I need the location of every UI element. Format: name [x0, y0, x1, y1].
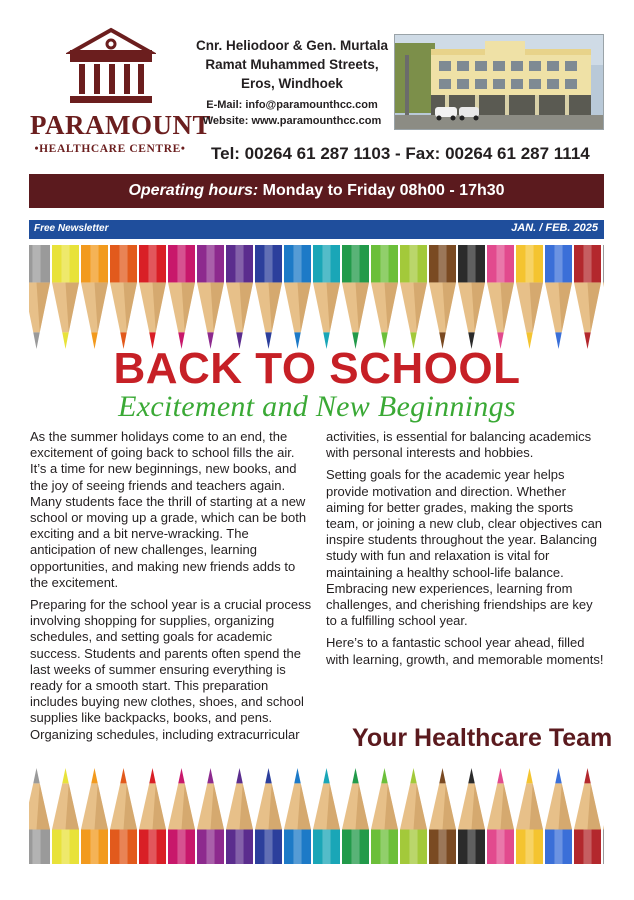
pencil-icon — [574, 768, 601, 864]
logo-subtitle: •HEALTHCARE CENTRE• — [34, 143, 186, 155]
pencil-icon — [168, 245, 195, 349]
pencil-icon — [516, 768, 543, 864]
pencil-icon — [342, 245, 369, 349]
pencil-icon — [458, 245, 485, 349]
pencil-icon — [429, 768, 456, 864]
pencil-icon — [545, 245, 572, 349]
pencil-icon — [603, 245, 604, 349]
pencil-row-graphic — [29, 245, 604, 349]
pencil-icon — [313, 768, 340, 864]
operating-hours-banner — [29, 174, 604, 208]
pencil-icon — [81, 768, 108, 864]
address-line-3: Eros, Windhoek — [241, 76, 343, 91]
website-link[interactable]: Website: www.paramounthcc.com — [202, 115, 382, 127]
pencil-icon — [487, 768, 514, 864]
pencil-icon — [574, 245, 601, 349]
pencil-row-graphic — [29, 768, 604, 864]
paramount-logo — [30, 26, 211, 156]
pencil-icon — [139, 768, 166, 864]
pencil-icon — [458, 768, 485, 864]
pencil-icon — [226, 245, 253, 349]
address-block — [194, 36, 390, 93]
pencil-icon — [545, 768, 572, 864]
article-subtitle: Excitement and New Beginnings — [118, 390, 516, 423]
paragraph: Preparing for the school year is a crucial process involving shopping for supplies, organizing schedules, and setting goals for academic success. Students and parents often spend the last weeks of summer ensuring everything is ready for a smooth start. This preparation includes buying new clothes, shoes, and school supplies like backpacks, books, and pens. Organizing schedules, including extracurricular — [30, 597, 312, 742]
pencil-icon — [371, 768, 398, 864]
building-exterior-photo — [394, 34, 604, 130]
pencil-icon — [255, 768, 282, 864]
pencil-icon — [52, 245, 79, 349]
pencil-icon — [52, 768, 79, 864]
pencil-icon — [110, 245, 137, 349]
hours-value: Monday to Friday 08h00 - 17h30 — [258, 182, 505, 199]
building-columns-icon — [66, 26, 156, 106]
address-line-2: Ramat Muhammed Streets, — [205, 57, 379, 72]
pencil-icon — [487, 245, 514, 349]
paragraph: Here’s to a fantastic school year ahead, filled with learning, growth, and memorable moments! — [326, 635, 604, 667]
pencil-icon — [139, 245, 166, 349]
pencil-icon — [342, 768, 369, 864]
signoff: Your Healthcare Team — [352, 724, 613, 752]
pencil-icon — [255, 245, 282, 349]
pencil-icon — [429, 245, 456, 349]
paragraph: Setting goals for the academic year helps provide motivation and direction. Whether aiming for better grades, making the sports team, or joining a new club, clear objectives can inspire students throughout the year. Balancing study with fun and relaxation is vital for maintaining a healthy school-life balance. Embracing new experiences, learning from challenges, and cherishing friendships are key to a fulfilling school year. — [326, 467, 603, 629]
email-link[interactable]: E-Mail: info@paramounthcc.com — [206, 99, 378, 111]
article-title: BACK TO SCHOOL — [113, 344, 521, 393]
pencil-icon — [400, 768, 427, 864]
newsletter-issue: JAN. / FEB. 2025 — [511, 222, 598, 234]
pencil-icon — [603, 768, 604, 864]
article-column-right — [326, 429, 606, 674]
pencil-row-bottom — [29, 768, 604, 864]
pencil-icon — [168, 768, 195, 864]
pencil-row-top — [29, 245, 604, 349]
pencil-icon — [226, 768, 253, 864]
paragraph: As the summer holidays come to an end, the excitement of going back to school fills the air. It’s a time for new beginnings, new books, and the joy of seeing friends and teachers again. Many students face the thrill of starting at a new school or moving up a grade, which can be both exciting and a bit nerve-wracking. The anticipation of new challenges, learning opportunities, and making new friends adds to the excitement. — [30, 429, 307, 590]
pencil-icon — [284, 768, 311, 864]
paragraph: activities, is essential for balancing academics with personal interests and hobbies. — [326, 429, 592, 461]
pencil-icon — [81, 245, 108, 349]
pencil-icon — [110, 768, 137, 864]
phone-fax: Tel: 00264 61 287 1103 - Fax: 00264 61 287 1114 — [211, 144, 590, 163]
article-column-left — [30, 429, 314, 749]
address-line-1: Cnr. Heliodoor & Gen. Murtala — [195, 38, 389, 53]
pencil-icon — [197, 245, 224, 349]
pencil-icon — [197, 768, 224, 864]
newsletter-bar — [29, 220, 604, 239]
pencil-icon — [29, 245, 50, 349]
pencil-icon — [400, 245, 427, 349]
pencil-icon — [516, 245, 543, 349]
pencil-icon — [284, 245, 311, 349]
pencil-icon — [29, 768, 50, 864]
hours-label: Operating hours: — [128, 182, 259, 199]
pencil-icon — [371, 245, 398, 349]
contact-block — [194, 97, 390, 129]
pencil-icon — [313, 245, 340, 349]
newsletter-label: Free Newsletter — [34, 223, 109, 234]
logo-name: PARAMOUNT — [30, 110, 211, 140]
